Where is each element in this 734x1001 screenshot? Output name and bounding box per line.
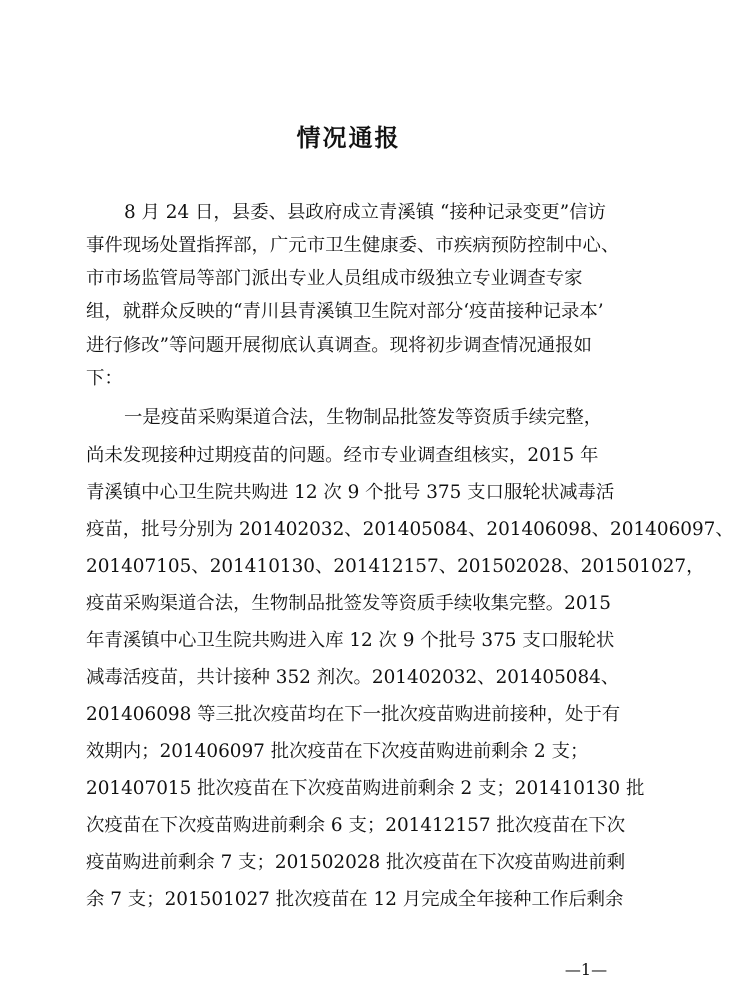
paragraph-1-line-3: 市市场监管局等部门派出专业人员组成市级独立专业调查专家 bbox=[86, 268, 583, 289]
page-number: —1— bbox=[564, 960, 608, 979]
paragraph-2-line-6: 疫苗采购渠道合法，生物制品批签发等资质手续收集完整。2015 bbox=[86, 593, 611, 614]
paragraph-2-line-12: 次疫苗在下次疫苗购进前剩余 6 支；201412157 批次疫苗在下次 bbox=[86, 815, 626, 836]
document-title: 情况通报 bbox=[296, 124, 401, 152]
paragraph-2-line-2: 尚未发现接种过期疫苗的问题。经市专业调查组核实，2015 年 bbox=[86, 445, 599, 466]
paragraph-2-line-5: 201407105、201410130、201412157、201502028、201501027， bbox=[86, 556, 705, 577]
paragraph-2-line-4: 疫苗，批号分别为 201402032、201405084、201406098、201406097、 bbox=[86, 519, 734, 540]
paragraph-2-line-10: 效期内；201406097 批次疫苗在下次疫苗购进前剩余 2 支； bbox=[86, 741, 589, 762]
paragraph-2-line-3: 青溪镇中心卫生院共购进 12 次 9 个批号 375 支口服轮状减毒活 bbox=[86, 482, 615, 503]
paragraph-2-line-9: 201406098 等三批次疫苗均在下一批次疫苗购进前接种，处于有 bbox=[86, 704, 621, 725]
paragraph-2-line-8: 减毒活疫苗，共计接种 352 剂次。201402032、201405084、 bbox=[86, 667, 620, 688]
paragraph-2-line-14: 余 7 支；201501027 批次疫苗在 12 月完成全年接种工作后剩余 bbox=[86, 889, 624, 910]
paragraph-2-line-13: 疫苗购进前剩余 7 支；201502028 批次疫苗在下次疫苗购进前剩 bbox=[86, 852, 626, 873]
paragraph-1-line-2: 事件现场处置指挥部，广元市卫生健康委、市疾病预防控制中心、 bbox=[86, 235, 620, 256]
paragraph-2-line-1: 一是疫苗采购渠道合法，生物制品批签发等资质手续完整， bbox=[124, 407, 603, 428]
paragraph-1-line-4: 组，就群众反映的“青川县青溪镇卫生院对部分‘疫苗接种记录本’ bbox=[86, 301, 604, 322]
paragraph-1-line-5: 进行修改”等问题开展彻底认真调查。现将初步调查情况通报如 bbox=[86, 335, 592, 356]
paragraph-1-line-1: 8 月 24 日，县委、县政府成立青溪镇 “接种记录变更”信访 bbox=[124, 202, 606, 223]
paragraph-2-line-11: 201407015 批次疫苗在下次疫苗购进前剩余 2 支；201410130 批 bbox=[86, 778, 645, 799]
paragraph-1-line-6: 下： bbox=[86, 368, 123, 389]
paragraph-2-line-7: 年青溪镇中心卫生院共购进入库 12 次 9 个批号 375 支口服轮状 bbox=[86, 630, 615, 651]
